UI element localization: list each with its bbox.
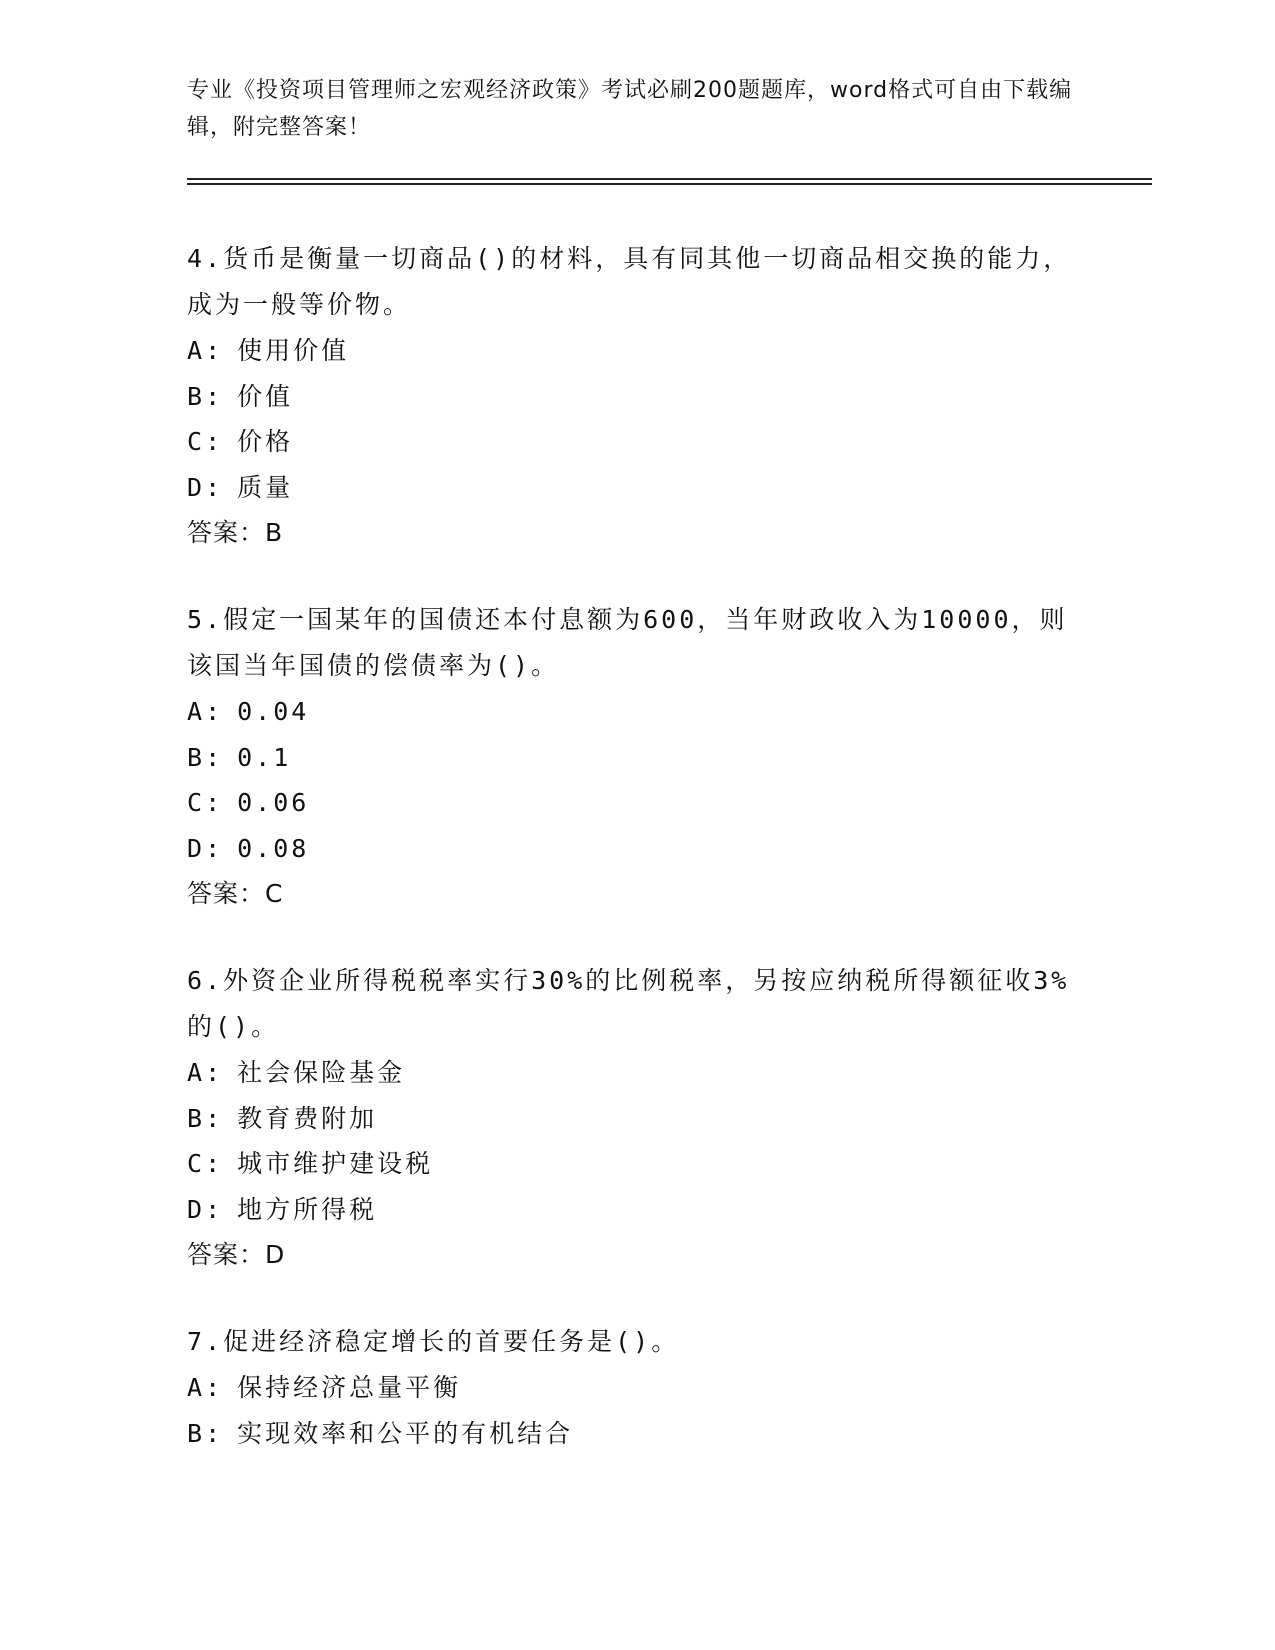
answer-key: 答案：C: [187, 879, 284, 908]
option-letter: A: [187, 336, 206, 365]
option-separator: :: [205, 1373, 224, 1402]
option-text: 使用价值: [237, 336, 350, 365]
option-text: 价格: [237, 427, 294, 456]
option-letter: B: [187, 742, 206, 772]
question-stem: 5.假定一国某年的国债还本付息额为600，当年财政收入为10000，则该国当年国债的偿债率为()。: [187, 605, 1068, 680]
option-letter: B: [187, 1418, 206, 1448]
answer-option: [187, 1187, 1087, 1233]
option-text: 城市维护建设税: [237, 1149, 434, 1178]
answer-option: [187, 826, 1087, 872]
answer-option: [187, 419, 1087, 465]
question-block: [187, 597, 1087, 917]
answer-option: [187, 689, 1087, 735]
answer-option: [187, 465, 1087, 511]
option-separator: :: [205, 1194, 224, 1224]
answer-key: 答案：B: [187, 518, 284, 547]
option-letter: A: [187, 1373, 206, 1402]
option-separator: :: [205, 1103, 224, 1133]
question-block: [187, 236, 1087, 556]
option-text: 保持经济总量平衡: [237, 1373, 462, 1402]
option-separator: :: [205, 1418, 224, 1448]
answer-option: [187, 328, 1087, 374]
option-text: 0.08: [237, 833, 310, 863]
option-text: 地方所得税: [237, 1194, 378, 1224]
header-divider-top: [187, 178, 1152, 180]
option-letter: C: [187, 427, 206, 456]
option-letter: A: [187, 1058, 206, 1087]
question-stem: 6.外资企业所得税税率实行30%的比例税率，另按应纳税所得额征收3%的()。: [187, 966, 1070, 1041]
option-separator: :: [205, 1149, 224, 1178]
document-header: 专业《投资项目管理师之宏观经济政策》考试必刷200题题库，word格式可自由下载编辑，附完整答案！: [187, 78, 1073, 140]
option-letter: A: [187, 697, 206, 726]
question-block: [187, 958, 1087, 1278]
option-separator: :: [205, 788, 224, 817]
option-letter: B: [187, 381, 206, 411]
answer-option: [187, 1141, 1087, 1187]
option-letter: C: [187, 788, 206, 817]
option-text: 社会保险基金: [237, 1058, 406, 1087]
answer-key: 答案：D: [187, 1240, 286, 1269]
option-separator: :: [205, 1058, 224, 1087]
answer-option: [187, 1411, 1087, 1457]
option-separator: :: [205, 697, 224, 726]
option-text: 教育费附加: [237, 1103, 378, 1133]
answer-option: [187, 1096, 1087, 1142]
question-list: [187, 236, 1087, 1456]
option-letter: D: [187, 1194, 206, 1224]
answer-option: [187, 735, 1087, 781]
option-letter: D: [187, 833, 206, 863]
question-stem: 7.促进经济稳定增长的首要任务是()。: [187, 1327, 680, 1356]
answer-option: [187, 780, 1087, 826]
option-letter: C: [187, 1149, 206, 1178]
option-separator: :: [205, 472, 224, 502]
answer-option: [187, 1365, 1087, 1411]
option-text: 0.1: [237, 742, 292, 772]
option-text: 实现效率和公平的有机结合: [237, 1418, 574, 1448]
answer-option: [187, 374, 1087, 420]
header-divider-bottom: [187, 183, 1152, 185]
question-stem: 4.货币是衡量一切商品()的材料，具有同其他一切商品相交换的能力，成为一般等价物。: [187, 244, 1072, 319]
option-separator: :: [205, 742, 224, 772]
option-letter: D: [187, 472, 206, 502]
option-text: 0.06: [237, 788, 310, 817]
question-block: [187, 1319, 1087, 1456]
option-letter: B: [187, 1103, 206, 1133]
option-text: 价值: [237, 381, 294, 411]
option-text: 质量: [237, 472, 294, 502]
option-separator: :: [205, 381, 224, 411]
answer-option: [187, 1050, 1087, 1096]
option-separator: :: [205, 833, 224, 863]
option-separator: :: [205, 336, 224, 365]
option-separator: :: [205, 427, 224, 456]
option-text: 0.04: [237, 697, 310, 726]
